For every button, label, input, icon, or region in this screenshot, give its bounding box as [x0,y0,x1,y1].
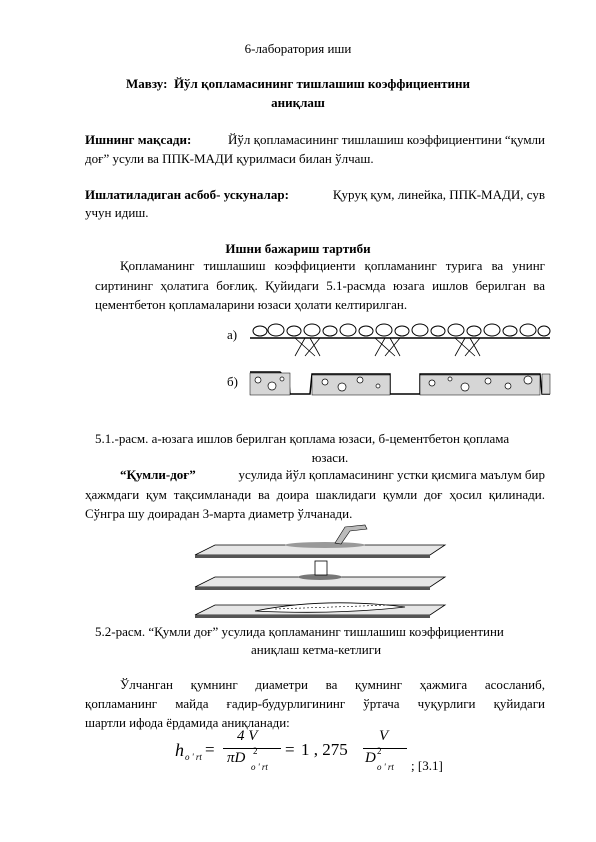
procedure-p1-line1: Қопламанинг тишлашиш коэффициенти қопламанинг турига ва унинг [120,258,545,273]
formula-den1: πD [227,750,246,766]
purpose-text1: Йўл қопламасининг тишлашиш коэффициентини “қумли [228,132,545,147]
formula-den2-sup: 2 [377,746,382,756]
formula-num2: V [379,728,389,744]
purpose-line1 [85,131,545,148]
figure2-caption-line1: 5.2-расм. “Қумли доғ” усулида қопламанинг тишлашиш коэффициентини [95,624,504,639]
surface-dressing-diagram [250,318,550,358]
tools-label: Ишлатиладиган асбоб- ускуналар: [85,187,289,202]
formula-den1-sub: o ' rt [251,762,268,772]
formula-reference: ; [3.1] [411,758,443,773]
formula-fraction-bar2 [363,748,407,749]
method-line1 [120,466,545,483]
figure1-label-a: а) [227,327,238,342]
procedure-p1-line3: цементбетон қопламаларини юзаси ҳолати келтирилган. [95,297,408,312]
purpose-label: Ишнинг мақсади: [85,132,192,147]
formula-lhs: h [175,740,184,760]
tools-line1 [85,186,545,203]
cement-concrete-diagram [250,368,550,398]
purpose-text2: доғ” усули ва ППК-МАДИ қурилмаси билан ўлчаш. [85,151,374,166]
method-line3: Сўнгра шу доирадан 3-марта диаметр ўлчанади. [85,506,353,521]
formula-coef: 1 , 275 [301,740,348,759]
formula-eq2: = [285,740,295,759]
formula-lhs-subscript: o ' rt [185,752,202,762]
formula-num1: 4 V [237,728,258,744]
procedure-heading: Ишни бажариш тартиби [225,241,371,256]
figure1-caption-line2: юзаси. [311,450,349,465]
formula-den1-sup: 2 [253,746,258,756]
formula-fraction-bar1 [223,748,281,749]
tools-text1: Қуруқ қум, линейка, ППК-МАДИ, сув [332,187,545,202]
topic-title [0,75,596,92]
figure2-caption-line2: аниқлаш кетма-кетлиги [250,642,382,657]
method-line1-rest: усулида йўл қопламасининг устки қисмига маълум бир [238,467,545,482]
topic-line1: Йўл қопламасининг тишлашиш коэффициентини [173,76,470,91]
procedure-p1-line2: сиртининг ҳолатига боғлиқ. Қуйидаги 5.1-расмда юзага ишлов берилган ва [95,278,545,293]
figure1-label-b: б) [227,374,238,389]
tools-text2: учун идиш. [85,205,149,220]
formula-den2-sub: o ' rt [377,762,394,772]
measure-line3: шартли ифода ёрдамида аниқланади: [85,715,290,730]
figure1-caption-line1: 5.1.-расм. а-юзага ишлов берилган қоплама юзаси, б-цементбетон қоплама [95,431,510,446]
measure-line1: Ўлчанган қумнинг диаметри ва қумнинг ҳажмига асосланиб, [120,677,545,692]
sand-patch-sequence-diagram [185,523,455,621]
formula-eq1: = [205,740,215,759]
formula-den2: D [365,750,376,766]
formula-3-1 [175,728,475,776]
lab-number: 6-лаборатория иши [244,41,352,56]
method-line2: ҳажмдаги қум тақсимланади ва доира шаклидаги қумли доғ ҳосил қилинади. [85,487,545,502]
method-term: “Қумли-доғ” [120,467,196,482]
topic-line2: аниқлаш [271,95,325,110]
measure-line2: қопламанинг майда ғадир-будурлигининг ўртача чуқурлиги қуйидаги [85,696,545,711]
topic-label: Мавзу: [126,76,168,91]
